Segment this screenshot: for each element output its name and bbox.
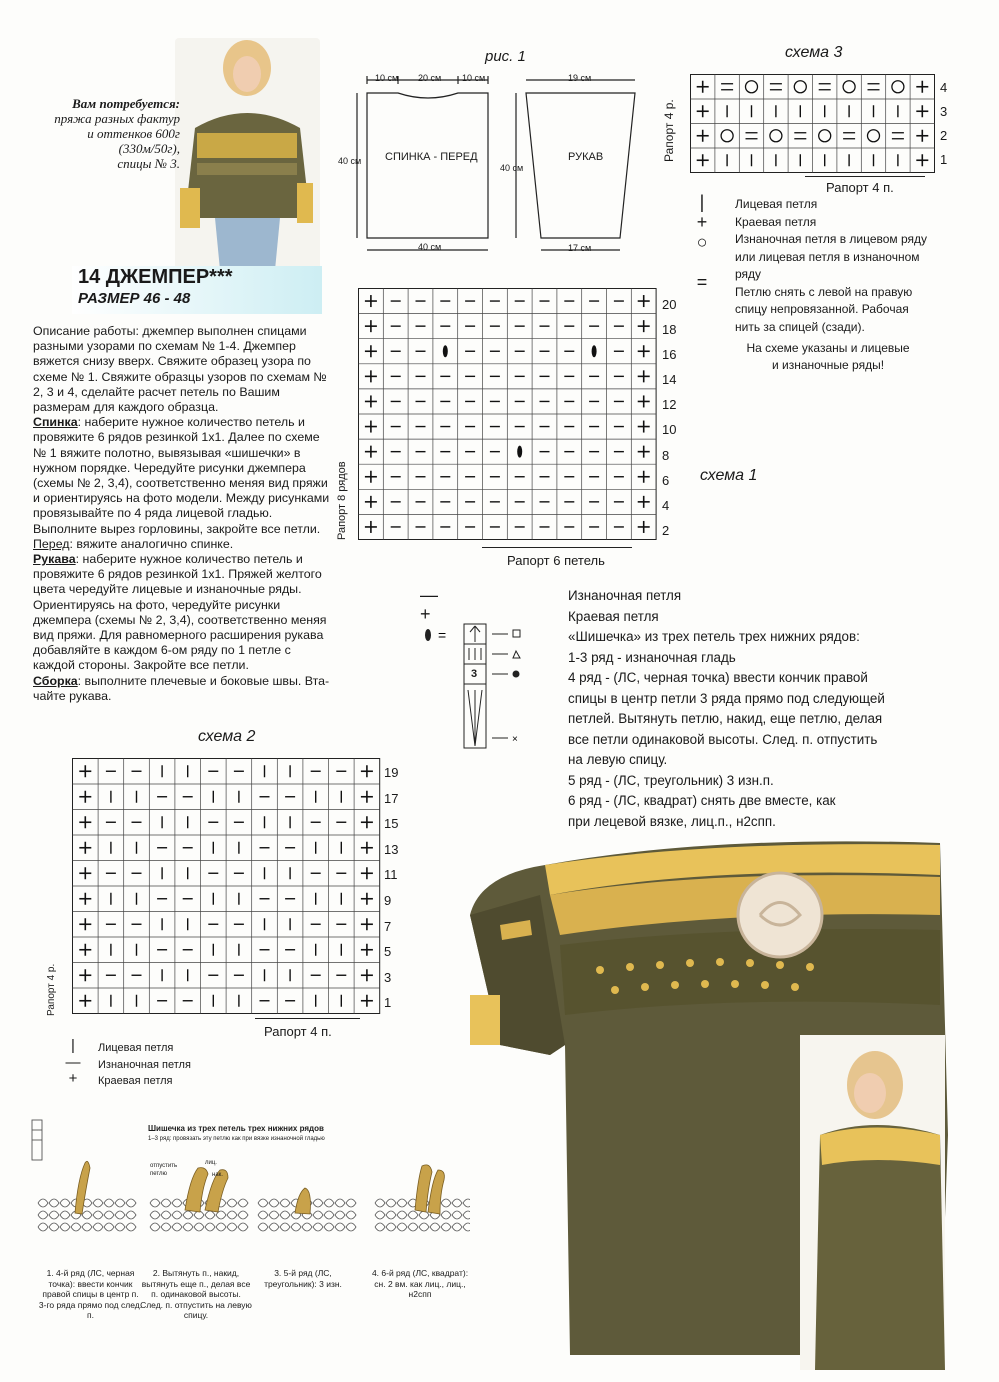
howto-illustrations: [30, 1118, 480, 1268]
purl-symbol: —: [420, 585, 438, 605]
edge-stitch-symbol: [361, 995, 373, 1007]
schema3-note: На схеме указаны и лицевые и изнаночные ряды!: [746, 341, 910, 372]
edge-stitch-symbol: [365, 295, 377, 307]
schema1-repeat-bracket: [482, 547, 632, 548]
bobble-stitch-symbol: [517, 446, 522, 458]
legend-bobble-title: «Шишечка» из трех петель трех нижних рядов:: [568, 629, 860, 644]
legend-knit: Лицевая петля: [98, 1042, 174, 1054]
edge-stitch-symbol: [638, 370, 650, 382]
edge-stitch-symbol: [79, 944, 91, 956]
description-front: Перед: вяжите аналогично спинке.: [33, 536, 234, 551]
howto-caption-2: 2. Вытянуть п., накид, вытянуть еще п., делая все п. одинаковой высоты. След. п. отпустить на левую спицу.: [140, 1268, 252, 1320]
legend-edge: Краевая петля: [568, 608, 659, 624]
edge-stitch-symbol: [365, 446, 377, 458]
howto-mini-label: отпустить: [150, 1163, 178, 1169]
legend-circle: Изнаночная петля в лицевом ряду: [735, 232, 928, 246]
schema2-row-labels: 19 17 15 13 11 9 7 5 3 1: [384, 765, 399, 1011]
circle-stitch-symbol: [868, 130, 880, 142]
edge-stitch-symbol: [365, 345, 377, 357]
edge-stitch-symbol: [697, 81, 709, 93]
circle-stitch-symbol: [892, 81, 904, 93]
howto-caption-3: 3. 5-й ряд (ЛС, треугольник): 3 изн.: [264, 1268, 342, 1289]
edge-stitch-symbol: [79, 791, 91, 803]
edge-stitch-symbol: [365, 320, 377, 332]
schema2-legend: [98, 1040, 191, 1090]
legend-purl: Изнаночная петля: [568, 588, 682, 603]
circle-symbol: ○: [696, 232, 708, 252]
description-back: Спинка: наберите нужное количество петель и провяжите 6 рядов резинкой 1х1. Далее по схеме № 1 вяжите полотно, вывязывая «шишечки» в нужном порядке. Чередуйте рисунки джемпера (схемы № 2, 3,4), соответственно меняя вид пряжи и ориентируясь на фото модели. Между рисунками провязывайте по 4 ряда лицевой гладью. Выполните вырез горловины, закройте все петли.: [33, 415, 330, 536]
edge-stitch-symbol: [638, 320, 650, 332]
schema3-title: схема 3: [785, 44, 843, 61]
edge-stitch-symbol: [79, 995, 91, 1007]
description: [33, 324, 331, 704]
fig1-title: рис. 1: [485, 48, 526, 65]
edge-stitch-symbol: [638, 521, 650, 533]
edge-stitch-symbol: [638, 295, 650, 307]
slip-stitch-symbol: [746, 133, 758, 139]
edge-stitch-symbol: [638, 421, 650, 433]
slip-stitch-symbol: [721, 84, 733, 90]
edge-stitch-symbol: [916, 105, 928, 117]
edge-symbol: +: [420, 604, 431, 624]
fig1-diagram: [330, 68, 650, 268]
materials-line: (330м/50г),: [118, 141, 180, 156]
materials-line: пряжа разных фактур: [54, 111, 180, 126]
howto-mini-label: нак.: [212, 1172, 223, 1178]
edge-stitch-symbol: [638, 345, 650, 357]
schema2-repeat-stitches: Рапорт 4 п.: [264, 1024, 332, 1039]
edge-stitch-symbol: [697, 130, 709, 142]
slip-stitch-symbol: [819, 84, 831, 90]
schema3-repeat-bracket: [805, 176, 925, 177]
edge-stitch-symbol: [79, 893, 91, 905]
legend-slip: Петлю снять с левой на правую: [735, 284, 913, 299]
schema1-legend-symbols: [420, 586, 438, 624]
edge-stitch-symbol: [361, 893, 373, 905]
legend-slip-2: спицу непровязанной. Рабочая: [735, 302, 909, 316]
edge-stitch-symbol: [638, 446, 650, 458]
materials-title: Вам потребуется:: [72, 96, 180, 111]
edge-stitch-symbol: [365, 395, 377, 407]
slip-stitch-symbol: [794, 133, 806, 139]
legend-knit: Лицевая петля: [735, 197, 818, 211]
edge-stitch-symbol: [365, 496, 377, 508]
edge-stitch-symbol: [361, 944, 373, 956]
edge-stitch-symbol: [697, 154, 709, 166]
bobble-mini-row: 3: [471, 668, 478, 680]
circle-stitch-symbol: [794, 81, 806, 93]
slip-stitch-symbol: [892, 133, 904, 139]
size-label: РАЗМЕР 46 - 48: [78, 290, 191, 307]
schema3-grid: [690, 74, 935, 174]
howto-mini-label: лиц.: [205, 1160, 217, 1166]
materials-block: [40, 96, 180, 171]
fig1-dim-top-right: 10 см: [462, 73, 486, 83]
description-sleeve: Рукава: наберите нужное количество петель и провяжите 6 рядов резинкой 1х1. Пряжей желтого цвета чередуйте лицевые и изнаночные ряды. Ориентируясь на фото, чередуйте рисунки джемпера (схемы № 2, 3,4), соответственно меняя вид пряжи. Для равномерного расширения рукава добавляйте в каждом 6-ом ряду по 1 петле с каждой стороны. Закройте все петли.: [33, 552, 327, 673]
edge-stitch-symbol: [361, 791, 373, 803]
schema3-row-1: 1: [940, 152, 948, 167]
schema3-row-4: 4: [940, 80, 948, 95]
schema2-repeat-bracket: [255, 1018, 360, 1019]
howto-caption-4: 4. 6-й ряд (ЛС, квадрат): сн. 2 вм. как лиц., лиц., н2спп: [371, 1268, 469, 1299]
schema3-row-2: 2: [940, 128, 948, 143]
slip-stitch-symbol: [868, 84, 880, 90]
legend-purl: Изнаночная петля: [98, 1058, 191, 1071]
schema1-row-labels: 20 18 16 14 12 10 8 6 4 2: [662, 297, 677, 538]
legend-slip-3: нить за спицей (сзади).: [735, 319, 865, 334]
circle-stitch-symbol: [746, 81, 758, 93]
fig1-dim-height-body: 40 см: [338, 156, 362, 166]
bobble-stitch-symbol: [592, 345, 597, 357]
edge-stitch-symbol: [365, 471, 377, 483]
bobble-stitch-symbol: [443, 345, 448, 357]
circle-stitch-symbol: [843, 81, 855, 93]
schema3-repeat-stitches: Рапорт 4 п.: [826, 180, 894, 195]
edge-stitch-symbol: [916, 81, 928, 93]
edge-stitch-symbol: [361, 816, 373, 828]
edge-stitch-symbol: [79, 969, 91, 981]
circle-stitch-symbol: [721, 130, 733, 142]
description-intro: Описание работы: джемпер выполнен спицами разными узорами по схемам № 1-4. Джемпер вяжется снизу вверх. Свяжите образец узора по схеме № 1. Свяжите образцы узоров по схемам № 2, 3 и 4, сделайте расчет петель по Вашим размерам для каждого образца.: [33, 324, 327, 415]
equals-symbol: =: [696, 272, 708, 292]
fig1-dim-width-body: 40 см: [418, 242, 442, 252]
howto-subtitle: 1–3 ряд: провязать эту петлю как при вязке изнаночной гладью: [148, 1136, 325, 1142]
schema2-repeat-rows: Рапорт 4 р.: [46, 963, 57, 1016]
fig1-body-label: СПИНКА - ПЕРЕД: [385, 151, 478, 163]
legend-edge: Краевая петля: [98, 1075, 173, 1087]
schema3-row-3: 3: [940, 104, 948, 119]
edge-stitch-symbol: [361, 842, 373, 854]
edge-stitch-symbol: [79, 816, 91, 828]
fig1-sleeve-label: РУКАВ: [568, 151, 604, 163]
schema1-legend: Изнаночная петля Краевая петля «Шишечка» из трех петель трех нижних рядов: 1-3 ряд - изнаночная гладь 4 ряд - (ЛС, черная точка) ввести кончик правой спицы в центр петли 3 ряда прямо под следующей петлей. Вытянуть петлю, накид, еще петлю, делая все петли одинаковой высоты. След. п. отпустить на левую спицу. 5 ряд - (ЛС, треугольник) 3 изн.п. 6 ряд - (ЛС, квадрат) снять две вместе, как при лецевой вязке, лиц.п., н2спп.: [568, 586, 978, 832]
knit-symbol: |: [699, 192, 705, 212]
edge-stitch-symbol: [79, 918, 91, 930]
schema1-repeat-stitches: Рапорт 6 петель: [507, 553, 605, 568]
howto-title: Шишечка из трех петель трех нижних рядов: [148, 1124, 324, 1133]
description-assembly: Сборка: выполните плечевые и боковые швы. Втачайте рукава.: [33, 673, 330, 703]
fig1-dim-top-mid: 20 см: [418, 73, 442, 83]
legend-edge: Краевая петля: [735, 214, 817, 229]
howto-caption-1: 1. 4-й ряд (ЛС, черная точка): ввести кончик правой спицы в центр п. 3-го ряда прямо под след. п.: [38, 1268, 143, 1320]
edge-stitch-symbol: [638, 395, 650, 407]
edge-stitch-symbol: [79, 842, 91, 854]
edge-stitch-symbol: [79, 867, 91, 879]
schema2-grid: [72, 758, 382, 1014]
fig1-dim-top-left: 10 см: [375, 73, 399, 83]
schema3-legend: [735, 196, 927, 336]
materials-line: спицы № 3.: [117, 156, 180, 171]
bobble-mini-diagram: [420, 622, 540, 752]
model-photo-top: [175, 38, 320, 270]
edge-stitch-symbol: [638, 496, 650, 508]
edge-stitch-symbol: [916, 154, 928, 166]
circle-stitch-symbol: [819, 130, 831, 142]
edge-stitch-symbol: [361, 918, 373, 930]
svg-text:×: ×: [512, 734, 518, 745]
edge-stitch-symbol: [365, 370, 377, 382]
edge-stitch-symbol: [638, 471, 650, 483]
edge-stitch-symbol: [916, 130, 928, 142]
svg-text:=: =: [438, 627, 447, 643]
edge-stitch-symbol: [361, 969, 373, 981]
edge-stitch-symbol: [365, 521, 377, 533]
slip-stitch-symbol: [843, 133, 855, 139]
schema3-repeat-rows: Рапорт 4 р.: [662, 99, 676, 162]
schema1-repeat-rows: Рапорт 8 рядов: [336, 461, 348, 540]
edge-stitch-symbol: [79, 765, 91, 777]
edge-stitch-symbol: [361, 867, 373, 879]
slip-stitch-symbol: [770, 84, 782, 90]
product-title: 14 ДЖЕМПЕР***: [78, 266, 233, 288]
schema2-legend-symbols: | — +: [65, 1037, 81, 1087]
fig1-dim-height-sleeve: 40 см: [500, 163, 524, 173]
circle-stitch-symbol: [770, 130, 782, 142]
howto-mini-label: петлю: [150, 1171, 168, 1177]
edge-stitch-symbol: [365, 421, 377, 433]
legend-circle-2: или лицевая петля в изнаночном: [735, 249, 920, 264]
edge-stitch-symbol: [697, 105, 709, 117]
schema2-title: схема 2: [198, 728, 256, 745]
schema3-legend-symbols: [690, 192, 714, 292]
edge-symbol: +: [696, 212, 708, 232]
materials-line: и оттенков 600г: [87, 126, 180, 141]
sweater-photo: [470, 835, 950, 1375]
edge-stitch-symbol: [361, 765, 373, 777]
schema1-grid: [358, 288, 658, 543]
fig1-dim-bottom-sleeve: 17 см: [568, 243, 592, 253]
legend-circle-3: ряду: [735, 267, 762, 281]
schema1-title: схема 1: [700, 467, 758, 484]
fig1-dim-top-sleeve: 19 см: [568, 73, 592, 83]
